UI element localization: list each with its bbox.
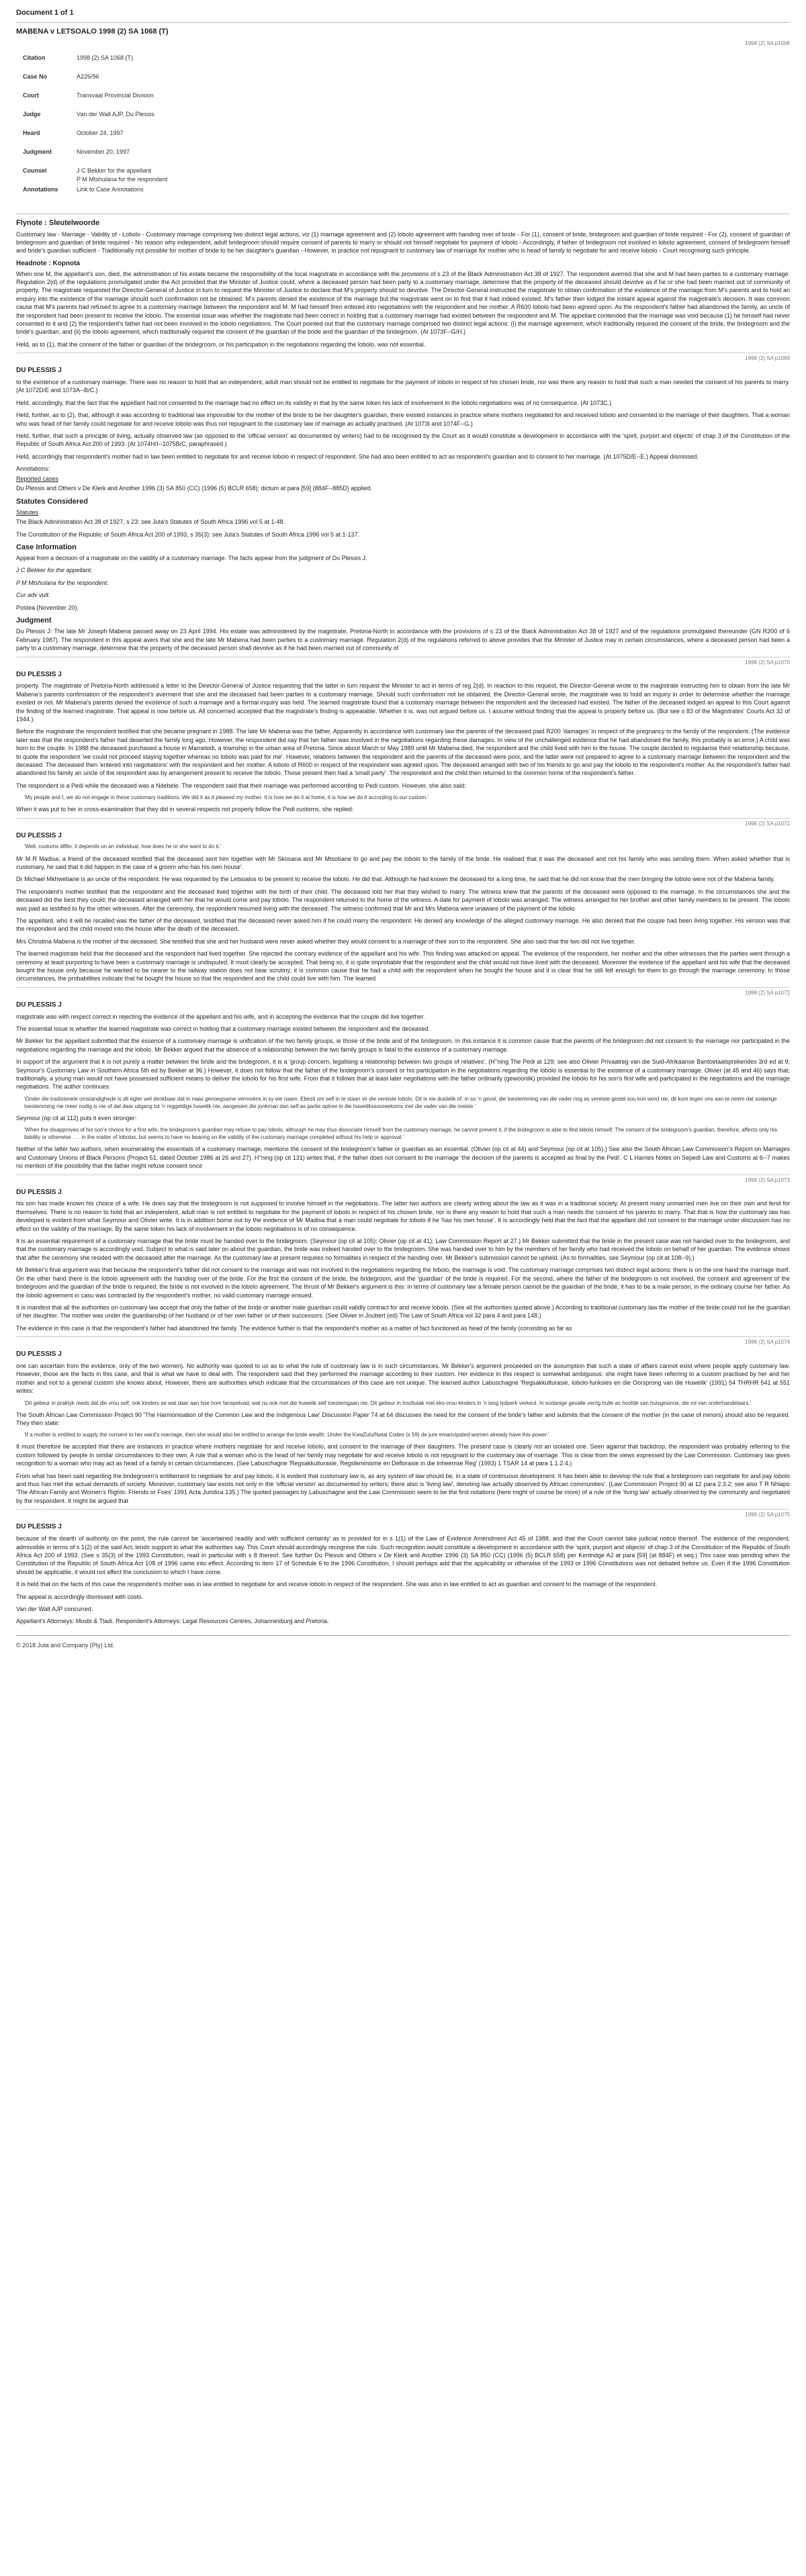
case-annotations-link[interactable]: Link to Case Annotations <box>77 186 144 193</box>
document-count: Document 1 of 1 <box>16 9 74 17</box>
case-title: MABENA v LETSOALO 1998 (2) SA 1068 (T) <box>16 28 169 36</box>
judgment-paragraph: Dr Michael Mkhwebane is an uncle of the respondent. He was requested by the Letsoalos to be present to receive the lobolo. He did that. Although he had known the deceased for a long time, he said that he did not know that the men bringing the lobolo were not of the Mabena family. <box>16 876 775 883</box>
page-marker: 1998 (2) SA p1069 <box>16 353 790 362</box>
running-header: DU PLESSIS J <box>16 670 62 678</box>
metadata-value: 1998 (2) SA 1068 (T) <box>77 54 134 62</box>
judgment-paragraph: magistrate was with respect correct in rejecting the evidence of the appellant and his wife, and in accepting the evidence that the couple did live together. <box>16 1013 425 1020</box>
running-header: DU PLESSIS J <box>16 1523 62 1531</box>
reported-case: Du Plessis and Others v De Klerk and Another 1996 (3) SA 850 (CC) (1996 (5) BCLR 658): dictum at para [59] (884F--885D) applied. <box>16 485 372 492</box>
metadata-key: Court <box>23 92 39 99</box>
running-header: DU PLESSIS J <box>16 831 62 839</box>
judgment-paragraph: Neither of the latter two authors, when enumerating the essentials of a customary marriage, mentions the consent of the bridegroom's father or guardian as an essential. (Olivier (op cit at 44) and Seymour (op cit at 105).) See also the South African Law Commission's Report on Marriages and Customary Unions of Black Persons (Project 51, dated October 1986 at 26 and 27). H''ning (op cit 131) writes that, if the father does not consent to the marriage 'the decision of the parents is accepted as final by the Pedi'. C L Harries Notes on Sepedi Law and Customs at 6--7 makes no mention of the possibility that the father might refuse consent once <box>16 1146 790 1170</box>
quotation: 'Onder die tradisionele omstandighede is dit egter wel denkbaar dat in naas genoegsame vermoëns in sy eie naam. Ebesit om self in te staan vir die vereiste lobolo. Dit is nie duidelik of, in so 'n geval, die toestemming van die vader nog as vereiste gestel sou kon word nie, dit kom tegen ons aan te neem dat sodanige toestemming nie meer nodig is nie of dat daar uitgang tot 'n reggeldige huwelik nie, aangesien die jonkman dan self as partie optree in die huwelikssooreekoms met die vader van die meisie.' <box>24 1095 777 1109</box>
metadata-key: Counsel <box>23 167 47 175</box>
metadata-row <box>23 148 167 167</box>
judgment-paragraph: It is manifest that all the authorities on customary law accept that only the father of the bride or another male guardian could validly contract for and receive lobolo. (See all the authorities quoted above.) According to traditional customary law the mother of the bride could not be the guardian of her daughter. The mother was under the guardianship of her husband or of her own father or of their successors. (See Olivier in Joubert (ed) The Law of South Africa vol 32 para 4 and para 148.) <box>16 1303 790 1320</box>
judgment-paragraph: The appellant, who it will be recalled was the father of the deceased, testified that the deceased never asked him if he could marry the respondent. He denied any knowledge of the alleged customary marriage. He also denied that the couple had been living together. His version was that the respondent and the child moved into the house after the death of the deceased. <box>16 917 790 933</box>
running-header: DU PLESSIS J <box>16 1350 62 1359</box>
page-marker: 1998 (2) SA p1071 <box>16 818 790 827</box>
statutes-sub: Statutes <box>16 508 39 516</box>
metadata-value: Transvaal Provincial Division <box>77 92 154 99</box>
quotation: 'If a mother is entitled to supply the consent to her ward's marriage, then she would also be entitled to arrange the bride wealth. Under the KwaZulu/Natal Codes (s 59) de jure emancipated women already have this power.' <box>24 1432 549 1438</box>
metadata-row <box>23 167 167 185</box>
metadata-value: J C Bekker for the appellant P M Mtshulana for the respondent <box>77 167 168 183</box>
metadata-value: October 24, 1997 <box>77 130 124 137</box>
reported-cases-label: Reported cases <box>16 475 59 482</box>
page-marker: 1998 (2) SA p1073 <box>16 1175 790 1184</box>
metadata-row <box>23 129 167 148</box>
judgment-paragraph: The evidence in this case is that the respondent's father had abandoned the family. The evidence further is that the respondent's mother as a matter of fact functioned as head of the family (consisting as far as <box>16 1324 572 1332</box>
statute-item: The Black Administration Act 38 of 1927, s 23: see Juta's Statutes of South Africa 1996 vol 5 at 1-48. <box>16 518 285 526</box>
metadata-value: Van der Walt AJP, Du Plessis <box>77 111 154 118</box>
judgment-paragraph: because of the dearth of authority on the point, the rule cannot be 'ascertained readily and with sufficient certainty' as is provided for in s 1(1) of the Law of Evidence Amendment Act 45 of 1988, and that the Court cannot take judicial notice thereof. The evidence of the respondent, admissible in terms of s 1(2) of the said Act, lends support to what the authorities say. This Court should accordingly recognise the rule. Such recognition would constitute a development in accordance with the 'spirit, purport and objects' of chap 3 of the Constitution of the Republic of South Africa Act 200 of 1993. (See s 35(3) of the 1993 Constitution, read in particular with s 8 thereof. See further Du Plessis and Others v De Klerk and Another 1996 (3) SA 850 (CC) (1996 (5) BCLR 658) per Kentridge AJ at para [59] (at 884F) et seq.) This case was pending when the Constitution of the Republic of South Africa Act 108 of 1996 came into effect. According to item 17 of Schedule 6 to the 1996 Constitution, I should perhaps add that the applicability or otherwise of the 1993 or 1996 Constitutions was not debated before us. Even if the 1996 Constitution should be applicable, it would not affect the conclusion to which I have come. <box>16 1535 790 1575</box>
statutes-title: Statutes Considered <box>16 497 88 506</box>
judgment-paragraph: Seymour (op cit at 112) puts it even stronger: <box>16 1114 137 1121</box>
case-information-title: Case Information <box>16 543 77 551</box>
judgment-paragraph: Before the magistrate the respondent testified that she became pregnant in 1988. The late Mr Mabena was the father. Apparently in accordance with customary law the parents of the deceased paid R200 'damages' in respect of the pregnancy to the family of the respondent. (The evidence later was that the respondent's father had deserted the family long ago. However, the respondent did say that her father was involved in the negotiations regarding these damages. In view of the unchallenged evidence that he had abandoned the family, this probably is an error.) A child was born to the couple. In 1988 the deceased purchased a house in Mamelodi, a township in the urban area of Pretoria. Since about March or May 1989 until Mr Mabena died, the respondent and the child lived with him in the house. The couple decided to regularise their relationship because, to quote the respondent 'we could not proceed staying together whereas no lobolo was paid for me'. However, relations between the respondent and the parents of the deceased were poor, and the latter were not prepared to agree to a customary marriage between the respondent and the deceased. The deceased then 'entered into negotiations' with the respondent and her mother. A lobolo of R600 in respect of the respondent was agreed upon. The deceased arranged with two of his friends to go and pay the lobolo to the respondent's mother. As the respondent's father had abandoned his family an uncle of the respondent was by arrangement present to receive the lobolo. Those present then had a 'small party'. The respondent and the child then returned to the common home of the respondent's father. <box>16 728 790 777</box>
metadata-row <box>23 91 167 110</box>
running-header: DU PLESSIS J <box>16 367 62 375</box>
case-info-paragraph: Appeal from a decision of a magistrate on the validity of a customary marriage. The facts appear from the judgment of Du Plessis J. <box>16 555 367 562</box>
headnote-paragraph: Held, accordingly, that the fact that the appellant had not consented to the marriage had no effect on its validity in that by the same token his lack of involvement in the lobolo negotiations was of no consequence. (At 1073C.) <box>16 399 612 406</box>
metadata-key: Citation <box>23 54 46 62</box>
page-marker: 1998 (2) SA p1072 <box>16 987 790 997</box>
metadata-row <box>23 73 167 91</box>
page-marker: 1998 (2) SA p1070 <box>16 657 790 666</box>
judgment-title: Judgment <box>16 616 52 625</box>
headnote-paragraph: Held, accordingly that respondent's mother had in law been entitled to negotiate for and receive lobolo in respect of respondent. She had also been entitled to act as respondent's guardian and to consent to her marriage. (At 1075D/E--E.) Appeal dismissed. <box>16 453 699 460</box>
metadata-value: November 20, 1997 <box>77 148 130 156</box>
case-info-paragraph: P M Mtshulana for the respondent. <box>16 579 109 586</box>
case-metadata-table <box>23 54 167 204</box>
judgment-paragraph: From what has been said regarding the bridegroom's entitlement to negotiate for and pay lobolo, it is evident that customary law is, as any system of law should be, in a state of continuous development. It has been able to develop the rule that a bridegroom can negotiate for and pay lobolo and thus has met the actual demands of society. Moreover, customary law exists not only in the 'official version' as documented by writers; there also is 'living law', denoting law actually observed by African communities'. (Law Commission Project 90 at 12 para 2.3.2; see also T R Nhlapo 'The African Family and Women's Rights: Friends or Foes' 1991 Acta Juridica 135.) The quoted passages by Labuschagne and the Law Commission seem to be the first notations (here might of course be more) of a rule of the 'living law' actually observed by the community and negotiated by the respondent. It might be argued that <box>16 1472 790 1504</box>
headnote-title: Headnote : Kopnota <box>16 259 80 267</box>
page-marker: 1998 (2) SA p1075 <box>16 1509 790 1518</box>
judgment-paragraph: The respondent's mother testified that the respondent and the deceased lived together with the birth of their child. The deceased told her that they wished to marry. The witness knew that the parents of the deceased were opposed to the marriage. In the circumstances she and the deceased did the best they could; the deceased arranged with her that he would come and pay lobolo. The respondent returned to the home of the witness. A date for payment of lobolo was arranged. The witness arranged for her brother and other family members to be present. The lobolo was paid as testified to by the other witnesses. After the ceremony, the respondent resumed living with the deceased. The witness confirmed that Mr and Mrs Mabena were unaware of the payment of the lobolo. <box>16 888 790 912</box>
headnote-paragraph: Held, as to (1), that the consent of the father or guardian of the bridegroom, or his participation in the negotiations regarding the lobolo, was not essential. <box>16 340 426 348</box>
document-page <box>8 0 798 1649</box>
citation-reference: 1998 (2) SA p1068 <box>745 40 790 47</box>
flynote-text: Customary law - Marriage - Validity of - Lobolo - Customary marriage comprising two distinct legal actions, viz (1) marriage agreement and (2) lobolo agreement with handing over of bride - For (1), consent of bride, bridegroom and guardian of bride required - For (2), consent of guardian of bridegroom and guardian of bride required - No reason why independent, adult bridegroom should require consent of parents to marry or should not himself negotiate for payment of lobolo - Accordingly, if father of bridegroom not involved in lobolo agreement, consent of bridegroom himself and bride's guardian sufficient - Traditionally not possible for mother of bride to be her daughter's guardian - However, in practice not repugnant to customary law of marriage for mother who is head of family to negotiate for and receive lobolo - Court recognising such principle. <box>16 230 790 255</box>
running-header: DU PLESSIS J <box>16 1001 62 1009</box>
judgment-paragraph: one can ascertain from the evidence, only of the two women). No authority was quoted to us as to what the rule of customary law is in such circumstances. Mr Bekker's argument proceeded on the assumption that such a state of affairs cannot exist where people apply customary law. However, those are the facts in this case, and that is what we have to deal with. The respondent said that they performed the marriage according to their custom. Her evidence in this respect is somewhat ambiguous: she might have been referring to a custom practised by her and her mother and not to a general custom she knows about. However, there are authorities which indicate that the circumstances of this case are not unique. The learned author Labuschagne 'Regsakkulturasie, lobolo-funksies en die Oorsprong van die Huwelik' (1991) 54 THRHR 541 at 551 writes: <box>16 1362 790 1395</box>
quotation: 'Dit gebeur in praktyk reeds dat die vrou self, ook kinders se wat daar aan hoe hom fanspelvad, wat nu ook met die huwelik self toestemgaan nie. Dit gebeur in hoofsaak met eks-vrou kinders in 'n lang tydperk verkeul. In sodanige gevalle verrig hulle as hoofde van huisgesinne, die rol van onderhandelaars.' <box>24 1399 752 1406</box>
case-info-paragraph: Postea (November 20). <box>16 604 79 611</box>
metadata-row <box>23 54 167 73</box>
judgment-paragraph: his son has made known his choice of a wife. He does say that the bridegroom is not supposed to involve himself in the negotiations. The latter two authors are clearly writing about the law as it was in a traditional society. At present many unmarried men live on their own and fend for themselves. There is no reason to hold that an independent, adult man is not entitled to negotiate for the payment of lobolo in respect of his chosen bride, nor is there any reason to hold that such a man needs the consent of his parents to marry. That that is how the customary law has developed is evident from what Seymour and Olivier write. It is in addition borne out by the evidence of Mr Madisa that a man could negotiate for lobolo if he 'has his own house'. It is accordingly held that the fact that the appellant did not consent to the marriage under discussion has no effect on the validity of the marriage. By the same token his lack of involvement in the lobolo negotiations is of no consequence. <box>16 1200 790 1232</box>
judgment-paragraph: It is an essential requirement of a customary marriage that the bride must be handed over to the bridegroom. (Seymour (op cit at 105); Olivier (op cit at 41); Law Commission Report at 27.) Mr Bekker submitted that the bride in the present case was not handed over to the bridegroom, and that the customary marriage is accordingly void. Subject to what is said later on about the guardian, the bride was indeed handed over to the bridegroom. She was handed over to him by the members of her family who had received the lobolo on behalf of her guardian. The evidence shows that after the ceremony she resided with the deceased after the marriage. As the customary law at present requires no formalities in respect of the handing over, Mr Bekker's submission cannot be upheld. (As to formalities, see Seymour (op cit at 108--9).) <box>16 1238 790 1261</box>
metadata-row <box>23 110 167 129</box>
metadata-key: Judgment <box>23 148 52 156</box>
metadata-key: Case No <box>23 73 48 81</box>
metadata-key: Annotations <box>23 186 58 193</box>
running-header: DU PLESSIS J <box>16 1188 62 1196</box>
case-info-paragraph: Cur adv vult. <box>16 592 50 599</box>
page-marker: 1998 (2) SA p1074 <box>16 1336 790 1346</box>
statute-item: The Constitution of the Republic of South Africa Act 200 of 1993, s 35(3): see Juta's Statutes of South Africa 1996 vol 5 at 1-137. <box>16 531 360 538</box>
case-info-paragraph: J C Bekker for the appellant. <box>16 567 93 574</box>
judgment-paragraph: property. The magistrate of Pretoria-North addressed a letter to the Director-General of Justice requesting that the latter in turn request the Minister to act in terms of reg 2(d). In reaction to this request, the Director-General wrote to the magistrate instructing him to obtain from the late Mr Mabena's parents confirmation of the respondent's averment that she and the deceased had been parties to a customary marriage. Should such confirmation not be obtained, the Director-General wrote, the magistrate was to hold an inquiry in order to determine whether the marriage existed or not. Mr Mabena's parents denied the existence of such a marriage and a formal inquiry was held. The learned magistrate found that a customary marriage between the respondent and the deceased had existed. The father of the deceased lodged an appeal to this Court against the finding of the learned magistrate. That appeal is now before us. All concerned accepted that the magistrate's finding is appealable. Whether it is, was not argued before us. I assume without finding that the appeal is properly before us. (But see s 83 of the Magistrates' Courts Act 32 of 1944.) <box>16 682 790 723</box>
headnote-paragraph: When one M, the appellant's son, died, the administration of his estate became the responsibility of the local magistrate in accordance with the provisions of s 23 of the Black Administration Act 38 of 1927. The respondent averred that she and M had been parties to a customary marriage. Regulation 2(d) of the regulations promulgated under the Act provided that the Minister of Justice could, where a deceased person had been party to a customary marriage, determine that the property of the deceased should devolve as if he or she had been married out of community of property. The magistrate requested the Director-General of Justice in turn to request the Minister of Justice to declare that M's property should so devolve. The Director-General instructed the magistrate to obtain confirmation of the existence of the marriage from M's parents and to hold an enquiry into the existence of the marriage should such confirmation not be obtained. M's parents denied the existence of the marriage but the magistrate went on to find that it had indeed existed. M's father then lodged the instant appeal against the magistrate's decision. It was common cause that M's parents had refused to agree to a customary marriage between the respondent and M. M had himself then entered into negotiations with the respondent and her mother. A R600 lobolo had been agreed upon. As the respondent's father had abandoned the family, an uncle of the respondent had been present to receive the lobolo. The essential issue was whether the magistrate had been correct in holding that a customary marriage had existed between the respondent and M. The appellant contended that the marriage was void because (1) he himself had never consented to it and (2) the respondent's father had not been involved in the lobolo negotiations. The Court pointed out that the customary marriage comprised two distinct legal actions: (i) the marriage agreement, which traditionally required the consent of the bride, the bridegroom and the bride's guardian, and (ii) the lobolo agreement, which traditionally required the consent of the guardian of the bride and the guardian of the bridegroom. (At 1073F--G/H.) <box>16 270 790 336</box>
headnote-paragraph: to the existence of a customary marriage. There was no reason to hold that an independent, adult man should not be entitled to negotiate for the payment of lobolo in respect of his chosen bride, nor was there any reason to hold that such a man needed the consent of his parents to marry. (At 1072D/E and 1073A--B/C.) <box>16 379 790 394</box>
judgment-paragraph: The respondent is a Pedi while the deceased was a Ndebele. The respondent said that their marriage was performed according to Pedi custom. However, she also said: <box>16 782 466 789</box>
judgment-paragraph: It is held that on the facts of this case the respondent's mother was in law entitled to negotiate for and receive lobolo in respect of the respondent. She was also in law entitled to act as guardian and consent to the marriage of the respondent. <box>16 1581 658 1588</box>
judgment-paragraph: The appeal is accordingly dismissed with costs. <box>16 1593 144 1600</box>
judgment-paragraph: Van der Walt AJP concurred. <box>16 1605 93 1612</box>
judgment-paragraph: In support of the argument that it is not purely a matter between the bride and the bridegroom, it is a 'group concern, legalising a relationship between two groups of relatives'. (H''ning The Pedi at 129; see also Olivier Privaatreg van die Suid-Afrikaanse Bantoetaalsprekendes 3rd ed at 9; Seymour's Customary Law in Southern Africa 5th ed by Bekker at 96.) However, it does not follow that the father of the bridegroom's consent or his participation in the negotiations regarding the lobolo is essential to the existence of a customary marriage. Olivier (at 45 and 46) says that, traditionally, a young man would not have possessed sufficient means to deliver the lobolo for his first wife. From that it follows that at least later negotiations with the father ordinarily (gewoonlik) provided the lobolo for his son's first wife and participated in the negotiations and the marriage negotiations. The author continues: <box>16 1058 790 1091</box>
annotations-label: Annotations: <box>16 465 50 473</box>
judgment-paragraph: The South African Law Commission Project 90 'The Harmonisation of the Common Law and the Indigenous Law' Discussion Paper 74 at 64 discusses the need for the consent of the bride's father and submits that the consent of the mother (in the case of minors) should also be required. They then state: <box>16 1411 790 1427</box>
judgment-paragraph: Du Plessis J: The late Mr Joseph Mabena passed away on 23 April 1994. His estate was administered by the magistrate, Pretoria-North in accordance with the provisions of s 23 of the Black Administration Act 38 of 1927 and of the regulations promulgated thereunder (GN R200 of 6 February 1987). The respondent in this appeal avers that she and the late Mr Mabena had been parties to a customary marriage. Regulation 2(d) of the regulations referred to above provides that the Minister of Justice may in certain circumstances, where a deceased person had been a party to a customary marriage, determine that the property of the deceased person shall devolve as if he had been married out of community of <box>16 628 790 652</box>
judgment-paragraph: Mr M R Madisa, a friend of the deceased testified that the deceased sent him together with Mr Skosana and Mr Mtsobane to go and pay the lobolo to the family of the bride. He realised that it was the deceased and not his family who was sending them. When asked whether that is customary, he said that it did happen in the case of a groom who has his own house'. <box>16 855 790 870</box>
judgment-paragraph: Mr Bekker for the appellant submitted that the essence of a customary marriage is unification of the two family groups, ie those of the bride and of the bridegroom. In this instance it is common cause that the parents of the bridegroom did not consent to the marriage nor participated in the negotiations regarding the marriage and the lobolo. Mr Bekker argued that the absence of a relationship between the two family groups is fatal to the existence of a customary marriage. <box>16 1038 790 1053</box>
metadata-key: Heard <box>23 130 40 137</box>
judgment-paragraph: The essential issue is whether the learned magistrate was correct in holding that a customary marriage existed between the respondent and the deceased. <box>16 1025 430 1033</box>
divider <box>16 22 790 23</box>
metadata-row <box>23 185 167 204</box>
footer-copyright: © 2018 Juta and Company (Pty) Ltd. <box>16 1635 790 1649</box>
headnote-paragraph: Held, further, as to (2), that, although it was according to traditional law impossible for the mother of the bride to be her daughter's guardian, there existed instances in practice where mothers negotiated for and received lobolo and consented to the marriage of their daughters. That a woman who was head of her family could negotiate for and receive lobolo was thus not repugnant to the customary law of marriage as actually practised. (At 1073I and 1074F--G.) <box>16 412 790 427</box>
judgment-paragraph: Mr Bekker's final argument was that because the respondent's father did not consent to the marriage and was not involved in the negotiations regarding the lobolo, the marriage is void. The customary marriage comprises two distinct legal actions: there is on the one hand the marriage itself. On the other hand there is the lobolo agreement with the handing over of the bride. For the first the consent of the bride, the bridegroom, and the 'guardian' of the bride is required. For the second, where the father of the bridegroom is not involved, the consent and agreement of the bridegroom and the guardian of the bride is required, the bride is not involved in the lobolo agreement. The thrust of Mr Bekker's argument is this: in terms of customary law a female person cannot be the guardian of the bride, it has to be a male person, in the ordinary course her father. As the lobolo agreement in casu was contracted by the respondent's mother, no valid customary marriage ensued. <box>16 1267 790 1299</box>
judgment-paragraph: Mrs Christina Mabena is the mother of the deceased. She testified that she and her husband were never asked whether they would consent to a marriage of their son to the respondent. She also said that the two did not live together. <box>16 937 636 945</box>
flynote-title: Flynote : Sleutelwoorde <box>16 219 100 228</box>
quotation: 'When the disapproves of his son's choice for a first wife, the bridegroom's guardian may refuse to pay lobolo, although he may thus dissociate himself from the customary marriage, he cannot prevent it, if the bridegroom is able to find lobolo himself. The consent of the bridegroom's guardian, therefore, affects only his liability or otherwise . . . in the matter of lobolos, but seems to have no bearing on the validity of the customary marriage completed without his help or approval.' <box>24 1127 778 1141</box>
metadata-key: Judge <box>23 111 41 118</box>
judgment-paragraph: The learned magistrate held that the deceased and the respondent had lived together. She rejected the contrary evidence of the appellant and his wife. This finding was attacked on appeal. The evidence of the respondent, her mother and the other witnesses that the parties went through a ceremony at least purporting to have been a customary marriage is undisputed. It must clearly be accepted. That being so, it is quite improbable that the respondent and the child would not have lived with the deceased. Moreover the evidence of the appellant and his wife that the deceased bought the house only because he wanted to be nearer to the railway station does not bear scrutiny; it is common cause that he had a child with the respondent when he bought the house and it is clear that he still felt enough for them to go through the marriage ceremony. In those circumstances, the probabilities indicate that he bought the house so that the respondent and the child could live with him. The learned <box>16 950 790 982</box>
quotation: 'Well, customs differ, it depends on an individual, how does he or she want to do it.' <box>24 843 222 850</box>
judgment-paragraph: Appellant's Attorneys: Mosbi & Tladi. Respondent's Attorneys: Legal Resources Centres, Johannesburg and Pretoria. <box>16 1618 329 1625</box>
judgment-paragraph: When it was put to her in cross-examination that they did in several respects not properly follow the Pedi customs, she replied: <box>16 806 354 813</box>
metadata-value: A226/96 <box>77 73 99 81</box>
quotation: 'My people and I, we do not engage in these customary traditions. We did it as it pleased my mother. It is how we do it at home, it is how we do it according to our custom.' <box>24 794 429 801</box>
headnote-paragraph: Held, further, that such a principle of living, actually observed law (as opposed to the 'official version' as documented by writers) had to be recognised by the Court as it would constitute a development in accordance with the 'spirit, purport and objects' of chap 3 of the Constitution of the Republic of South Africa Act 200 of 1993. (At 1074H/I--1075B/C, paraphrased.) <box>16 432 790 448</box>
judgment-paragraph: It must therefore be accepted that there are instances in practice where mothers negotiate for and receive lobolo, and consent to the marriage of their daughters. The present case is clearly not an isolated one. Seen against that backdrop, the respondent was probably referring to the custom followed by people in similar circumstances to their own. A rule that a woman who is the head of her family may negotiate for and receive lobolo is not repugnant to the customary law of marriage. This is clear from the views expressed by the Law Commission. Customary law gives recognition to a woman who may act as head of a family in certain circumstances. (See Labuschagne 'Regsakkulturasie, Regsfeminisme en Deflorasie in die Inheemse Reg' (1993) 1 TSAR 14 at para 1.1.2.4.) <box>16 1443 790 1467</box>
